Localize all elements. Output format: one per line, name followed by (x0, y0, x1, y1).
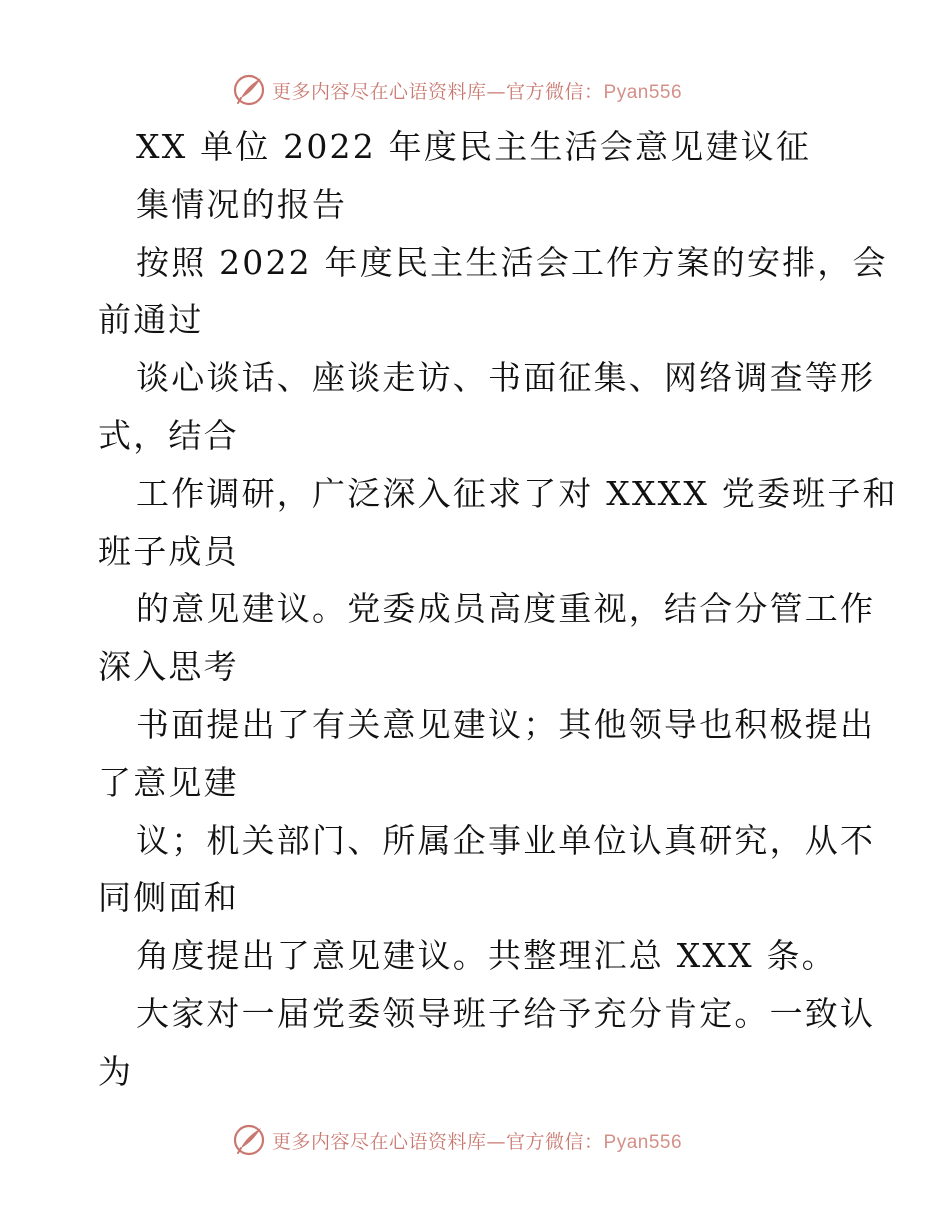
header-watermark (232, 70, 682, 110)
footer-watermark-text (272, 1127, 682, 1154)
document-body (98, 118, 898, 1101)
quill-pen-logo-icon (232, 1123, 266, 1157)
text-line: 深入思考 (98, 647, 239, 687)
header-banner-dash: — (486, 80, 507, 103)
text-line: 书面提出了有关意见建议；其他领导也积极提出 (136, 704, 876, 744)
footer-watermark (232, 1120, 682, 1160)
text-line: 式，结合 (98, 415, 239, 455)
quill-pen-logo-icon (232, 73, 266, 107)
header-banner-sub: 官方微信： (506, 80, 604, 103)
text-line: 工作调研，广泛深入征求了对 XXXX 党委班子和 (136, 473, 898, 513)
footer-banner-id: Pyan556 (603, 1131, 683, 1153)
header-watermark-text (272, 77, 682, 104)
text-line: 角度提出了意见建议。共整理汇总 XXX 条。 (136, 936, 837, 976)
text-line: 为 (98, 1051, 134, 1091)
text-line: 按照 2022 年度民主生活会工作方案的安排，会 (136, 242, 888, 282)
text-line: 的意见建议。党委成员高度重视，结合分管工作 (136, 589, 876, 629)
text-line: 议；机关部门、所属企事业单位认真研究，从不 (136, 820, 876, 860)
text-line: 班子成员 (98, 531, 239, 571)
text-line: 了意见建 (98, 762, 239, 802)
header-banner-main: 更多内容尽在心语资料库 (272, 80, 487, 103)
footer-banner-main: 更多内容尽在心语资料库 (272, 1130, 487, 1153)
header-banner-id: Pyan556 (603, 81, 683, 103)
text-line: 大家对一届党委领导班子给予充分肯定。一致认 (136, 993, 876, 1033)
footer-banner-sub: 官方微信： (506, 1130, 604, 1153)
text-line: 同侧面和 (98, 878, 239, 918)
text-line: 前通过 (98, 300, 204, 340)
text-line: 谈心谈话、座谈走访、书面征集、网络调查等形 (136, 358, 876, 398)
title-line-1: XX 单位 2022 年度民主生活会意见建议征 (136, 127, 812, 166)
title-line-2: 集情况的报告 (136, 184, 348, 224)
footer-banner-dash: — (486, 1130, 507, 1153)
